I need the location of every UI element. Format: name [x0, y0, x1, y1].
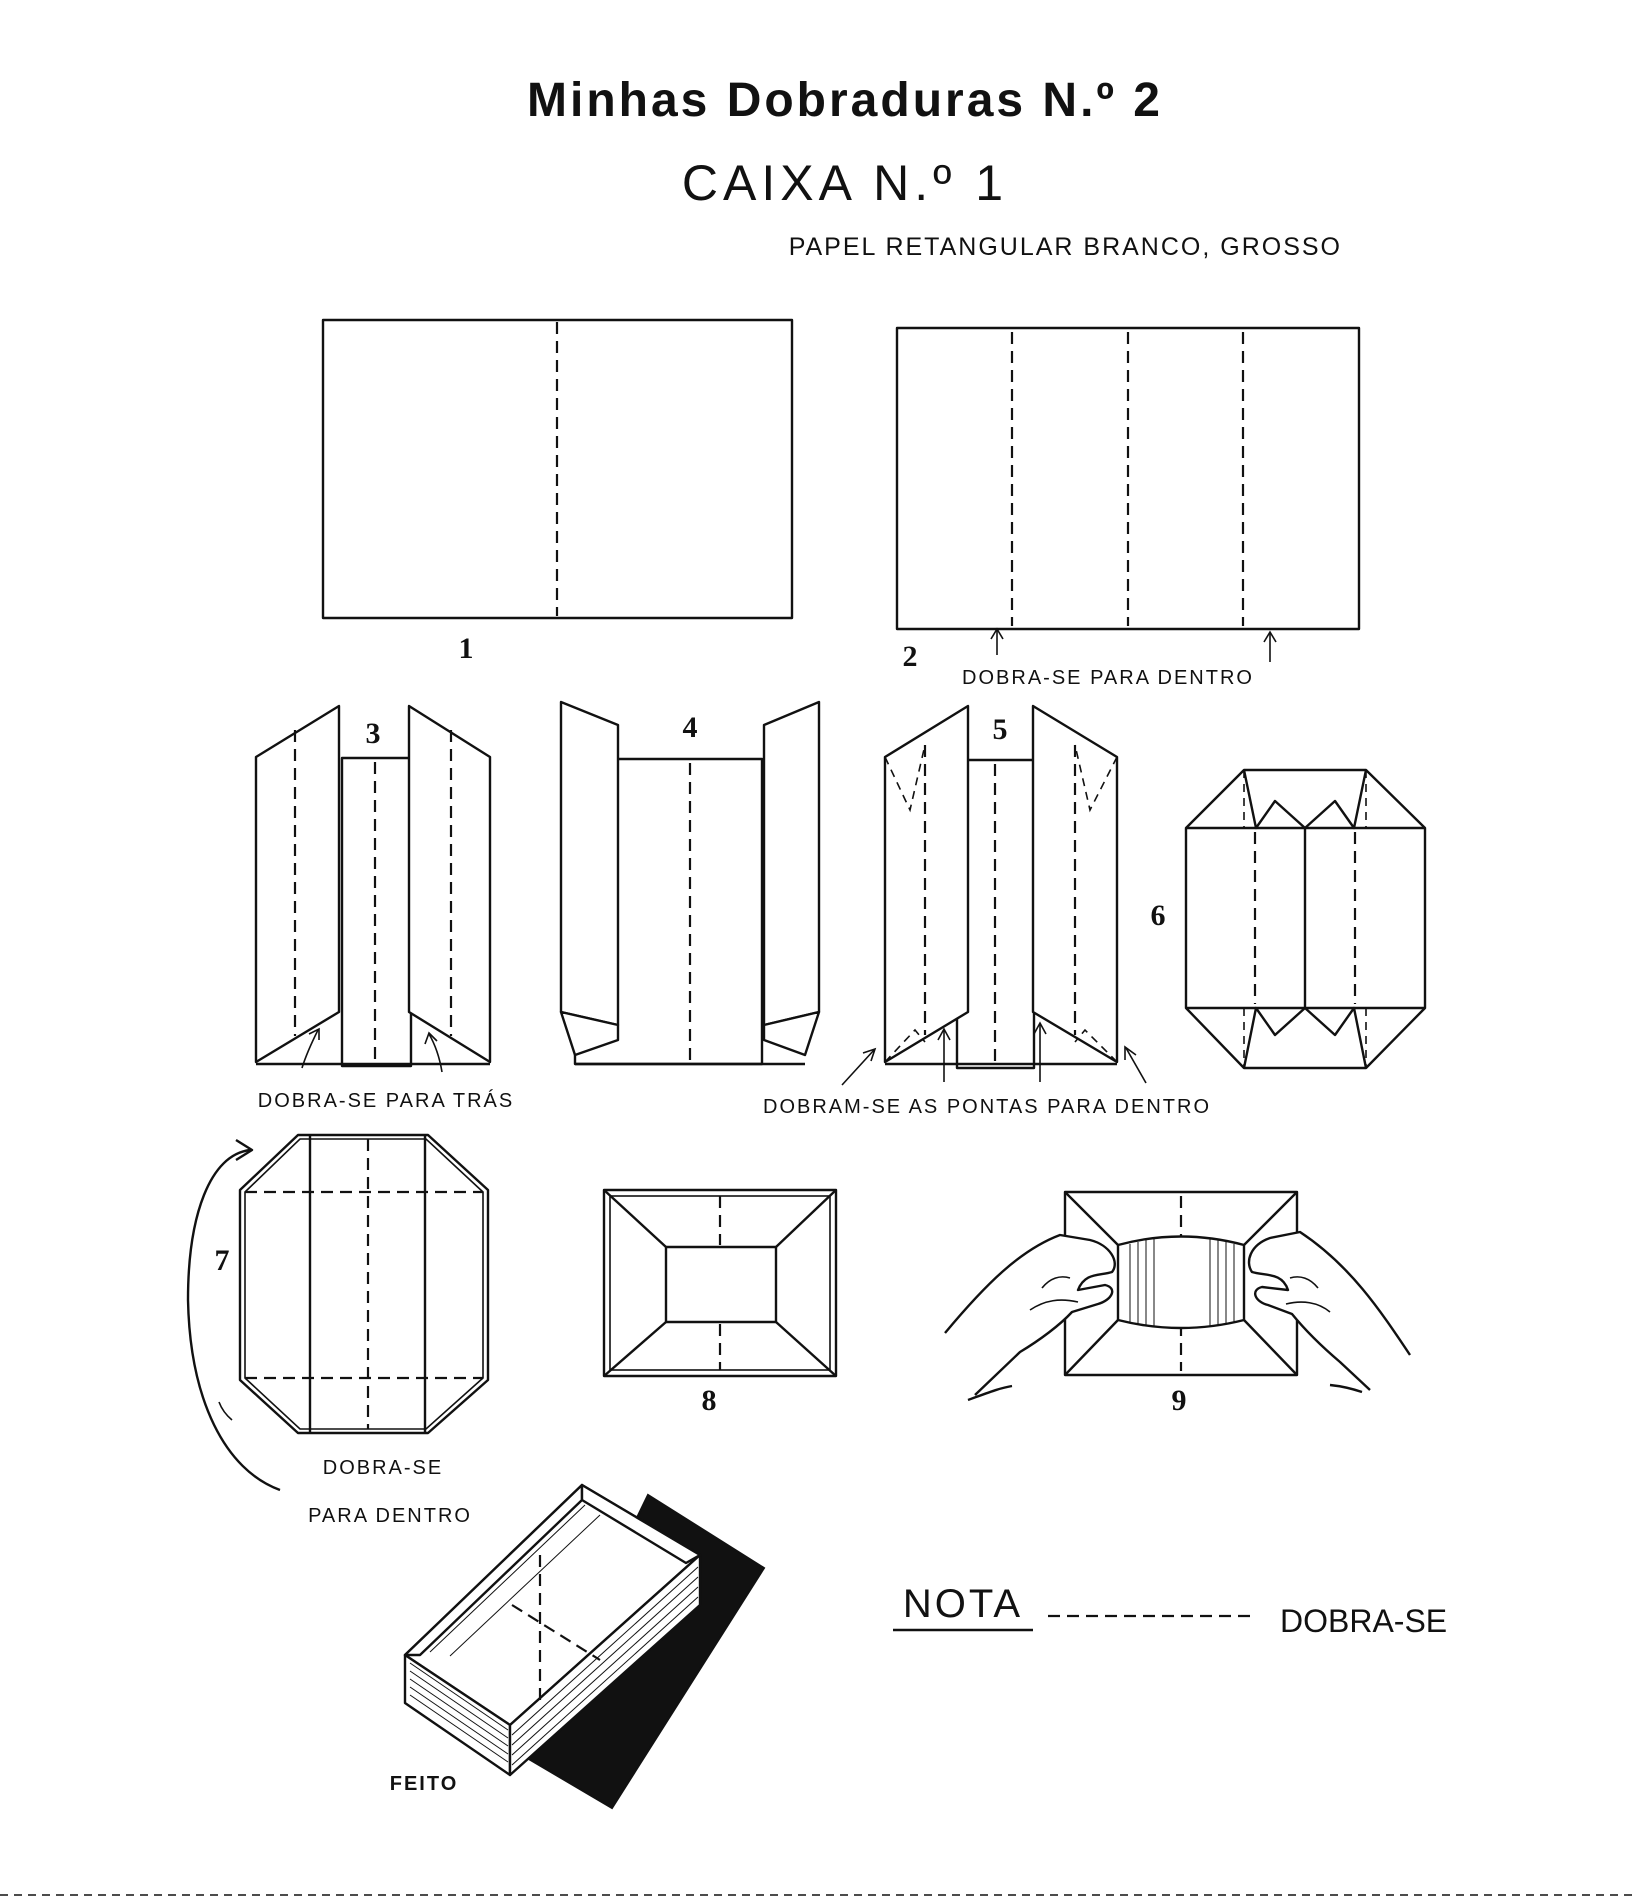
model-title: CAIXA N.º 1	[681, 155, 1009, 211]
step-3-number: 3	[365, 717, 381, 750]
step-3-figure	[256, 706, 490, 1066]
step-2-number: 2	[902, 640, 918, 673]
step-9-figure	[945, 1192, 1410, 1400]
step-8-number: 8	[701, 1384, 717, 1417]
step-1-number: 1	[458, 632, 474, 665]
step-7-caption-line2: PARA DENTRO	[308, 1505, 472, 1527]
step-5-number: 5	[992, 713, 1008, 746]
step-7-caption-line1: DOBRA-SE	[322, 1457, 444, 1479]
step-2-caption: DOBRA-SE PARA DENTRO	[962, 667, 1254, 689]
step-6-figure	[1186, 770, 1425, 1068]
step-2-arrows	[991, 629, 1276, 662]
legend	[893, 1582, 1447, 1639]
series-title: Minhas Dobraduras N.º 2	[527, 74, 1163, 127]
step-5-caption: DOBRAM-SE AS PONTAS PARA DENTRO	[763, 1096, 1211, 1118]
paper-spec: PAPEL RETANGULAR BRANCO, GROSSO	[788, 233, 1342, 261]
step-4-figure	[561, 702, 819, 1064]
step-7-figure	[240, 1135, 488, 1433]
step-3-caption: DOBRA-SE PARA TRÁS	[257, 1090, 515, 1112]
step-6-number: 6	[1150, 899, 1166, 932]
step-1-figure	[323, 320, 792, 618]
step-4-number: 4	[682, 711, 698, 744]
step-7-number: 7	[214, 1244, 230, 1277]
finished-box-figure	[405, 1485, 764, 1808]
step-5-figure	[885, 706, 1117, 1068]
step-9-number: 9	[1171, 1384, 1187, 1417]
finished-label: FEITO	[389, 1773, 459, 1795]
step-8-figure	[604, 1190, 836, 1376]
step-2-figure	[897, 328, 1359, 629]
legend-title: NOTA	[902, 1582, 1024, 1626]
legend-meaning: DOBRA-SE	[1280, 1603, 1448, 1639]
